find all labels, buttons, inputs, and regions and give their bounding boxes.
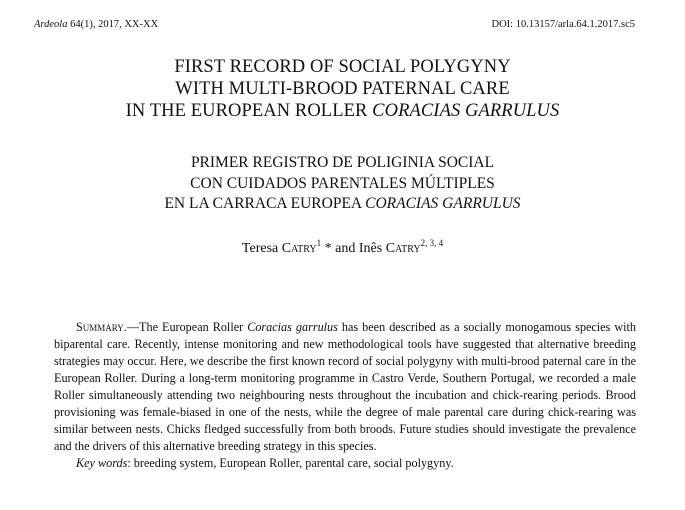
english-title-line-3 — [0, 100, 685, 122]
spanish-title-species: CORACIAS GARRULUS — [365, 195, 521, 212]
author-conjunction: and — [331, 241, 359, 256]
spanish-title — [0, 153, 685, 215]
author-1-surname: Catry — [281, 241, 317, 256]
summary-label: Summary. — [76, 320, 127, 334]
spanish-title-line-2: CON CUIDADOS PARENTALES MÚLTIPLES — [190, 174, 495, 192]
keywords-text: breeding system, European Roller, parental care, social polygyny. — [130, 456, 454, 471]
author-2-affiliations: 2, 3, 4 — [420, 238, 444, 248]
keywords-label: Key words — [76, 456, 128, 471]
english-title — [0, 56, 685, 122]
journal-name: Ardeola — [34, 19, 68, 30]
english-title-line-1: FIRST RECORD OF SOCIAL POLYGYNY — [174, 57, 511, 77]
abstract-text-start: The European Roller — [139, 320, 248, 334]
spanish-title-line-1: PRIMER REGISTRO DE POLIGINIA SOCIAL — [190, 154, 495, 171]
author-1-affiliation: 1 — [316, 238, 322, 248]
journal-info: 64(1), 2017, XX-XX — [67, 19, 159, 30]
journal-citation — [34, 19, 158, 31]
abstract-text: has been described as a socially monogamous species with biparental care. Recently, intense monitoring and new methodological tools have suggested that alternative breeding strategies may occur. Here, we describe the first known record of social polygyny with multi-brood paternal care in the European Roller. During a long-term monitoring programme in Castro Verde, Southern Portugal, we recorded a male Roller simultaneously attending two neighbouring nests throughout the incubation and chick-rearing periods. Brood provisioning was female-biased in one of the nests, while the degree of male parental care during chick-rearing was similar between nests. Chicks fledged successfully from both broods. Future studies should investigate the prevalence and the drivers of this alternative breeding strategy in this species. — [54, 320, 636, 454]
author-list — [0, 240, 685, 258]
abstract-paragraph — [54, 319, 636, 455]
summary-dash: — — [126, 320, 140, 334]
abstract — [54, 319, 636, 472]
english-title-line-2: WITH MULTI-BROOD PATERNAL CARE — [175, 79, 510, 99]
keywords-colon: : — [127, 456, 131, 471]
keywords-paragraph — [54, 455, 636, 472]
author-2-surname: Catry — [385, 241, 421, 256]
abstract-species-name: Coracias garrulus — [247, 320, 338, 334]
english-title-line-3-text: IN THE EUROPEAN ROLLER — [125, 101, 373, 121]
spanish-title-line-3-text: EN LA CARRACA EUROPEA — [164, 195, 366, 212]
spanish-title-line-3 — [0, 194, 685, 215]
corresponding-author-mark: * — [321, 241, 332, 256]
english-title-species: CORACIAS GARRULUS — [372, 101, 560, 121]
doi: DOI: 10.13157/arla.64.1.2017.sc5 — [491, 19, 635, 30]
author-2-given-name: Inês — [358, 241, 386, 256]
author-1-given-name: Teresa — [241, 241, 282, 256]
